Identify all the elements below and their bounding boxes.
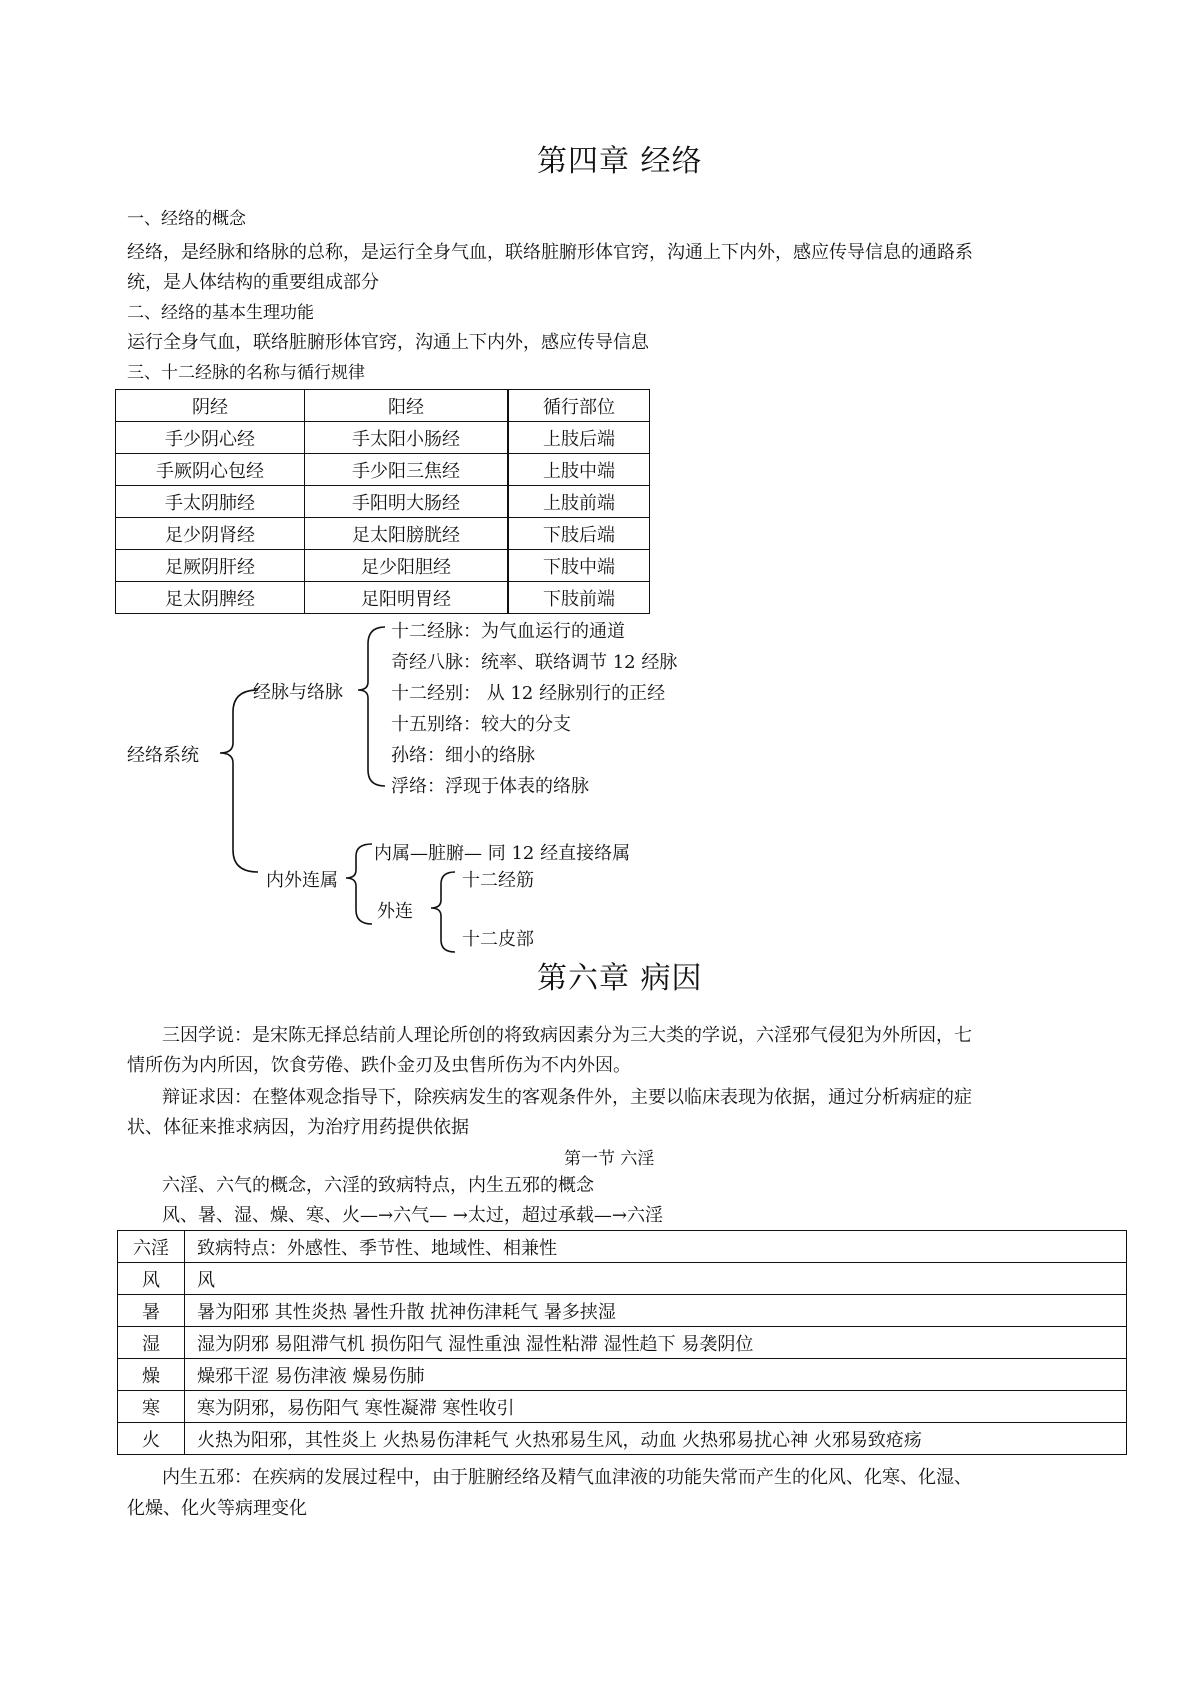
branch1-brace [358, 627, 385, 786]
table-row [118, 1359, 1127, 1391]
tree-item: 孙络：细小的络脉 [391, 745, 535, 766]
table-header-cell: 阳经 [305, 390, 509, 422]
tree-branch1: 经脉与络脉 [253, 682, 343, 703]
tree-item: 十二经筋 [462, 870, 534, 891]
table-cell: 手少阳三焦经 [305, 454, 509, 486]
section1-heading: 一、经络的概念 [127, 209, 246, 229]
table-cell: 足阳明胃经 [305, 582, 509, 614]
table-header-cell: 阴经 [116, 390, 305, 422]
table-cell: 暑为阳邪 其性炎热 暑性升散 扰神伤津耗气 暑多挟湿 [185, 1295, 1127, 1327]
table-cell: 足少阴肾经 [116, 518, 305, 550]
branch2-brace [346, 844, 372, 924]
table-row [118, 1263, 1127, 1295]
table-cell: 燥 [118, 1359, 185, 1391]
outer-brace [431, 872, 455, 952]
table-cell: 六淫 [118, 1231, 185, 1263]
table-cell: 手太阴肺经 [116, 486, 305, 518]
table-row [118, 1231, 1127, 1263]
tree-item: 十二皮部 [462, 929, 534, 950]
table-cell: 湿为阴邪 易阻滞气机 损伤阳气 湿性重浊 湿性粘滞 湿性趋下 易袭阴位 [185, 1327, 1127, 1359]
root-brace [220, 690, 258, 872]
table-cell: 上肢前端 [508, 486, 650, 518]
section1-line2: 风、暑、湿、燥、寒、火—→六气— →太过，超过承载—→六淫 [162, 1205, 663, 1226]
table-cell: 火热为阳邪，其性炎上 火热易伤津耗气 火热邪易生风，动血 火热邪易扰心神 火邪易致疮疡 [185, 1423, 1127, 1455]
tree-root: 经络系统 [127, 745, 199, 766]
table-cell: 足太阳膀胱经 [305, 518, 509, 550]
section2-text: 运行全身气血，联络脏腑形体官窍，沟通上下内外，感应传导信息 [127, 332, 649, 353]
table-cell: 风 [118, 1263, 185, 1295]
paragraph3-line1: 内生五邪：在疾病的发展过程中，由于脏腑经络及精气血津液的功能失常而产生的化风、化寒、化湿、 [162, 1467, 972, 1488]
chapter6-title: 第六章 病因 [537, 961, 703, 996]
tree-outer: 外连 [377, 901, 413, 922]
table-cell: 手太阳小肠经 [305, 422, 509, 454]
tree-branch2: 内外连属 [266, 870, 338, 891]
tree-item: 十五别络：较大的分支 [391, 714, 571, 735]
table-cell: 燥邪干涩 易伤津液 燥易伤肺 [185, 1359, 1127, 1391]
table-cell: 寒为阴邪，易伤阳气 寒性凝滞 寒性收引 [185, 1391, 1127, 1423]
section1-text-line2: 统，是人体结构的重要组成部分 [127, 272, 379, 293]
six-evils-table [117, 1230, 1127, 1455]
table-row [118, 1423, 1127, 1455]
section1-line1: 六淫、六气的概念，六淫的致病特点，内生五邪的概念 [162, 1175, 594, 1196]
section3-heading: 三、十二经脉的名称与循行规律 [127, 363, 365, 383]
table-cell: 寒 [118, 1391, 185, 1423]
table-row [118, 1327, 1127, 1359]
table-cell: 足太阴脾经 [116, 582, 305, 614]
chapter4-title: 第四章 经络 [537, 144, 703, 179]
table-cell: 暑 [118, 1295, 185, 1327]
table-row [118, 1391, 1127, 1423]
tree-item: 十二经别： 从 12 经脉别行的正经 [391, 683, 666, 704]
section1-text-line1: 经络，是经脉和络脉的总称，是运行全身气血，联络脏腑形体官窍，沟通上下内外，感应传导信息的通路系 [127, 242, 973, 263]
section2-heading: 二、经络的基本生理功能 [127, 303, 314, 323]
tree-item: 十二经脉：为气血运行的通道 [391, 621, 625, 642]
table-cell: 足厥阴肝经 [116, 550, 305, 582]
section1-title: 第一节 六淫 [564, 1149, 655, 1169]
table-cell: 上肢后端 [508, 422, 650, 454]
table-header-cell: 循行部位 [508, 390, 650, 422]
table-cell: 足少阳胆经 [305, 550, 509, 582]
table-cell: 下肢中端 [508, 550, 650, 582]
table-cell: 上肢中端 [508, 454, 650, 486]
tree-item: 浮络：浮现于体表的络脉 [391, 776, 589, 797]
paragraph3-line2: 化燥、化火等病理变化 [127, 1498, 307, 1519]
table-cell: 手阳明大肠经 [305, 486, 509, 518]
table-cell: 手少阴心经 [116, 422, 305, 454]
paragraph2-line2: 状、体征来推求病因，为治疗用药提供依据 [127, 1117, 469, 1138]
table-cell: 火 [118, 1423, 185, 1455]
table-cell: 湿 [118, 1327, 185, 1359]
table-cell: 下肢前端 [508, 582, 650, 614]
table-cell: 致病特点：外感性、季节性、地域性、相兼性 [185, 1231, 1127, 1263]
paragraph1-line1: 三因学说：是宋陈无择总结前人理论所创的将致病因素分为三大类的学说，六淫邪气侵犯为外所因，七 [162, 1025, 972, 1046]
table-cell: 手厥阴心包经 [116, 454, 305, 486]
paragraph2-line1: 辩证求因：在整体观念指导下，除疾病发生的客观条件外，主要以临床表现为依据，通过分析病症的症 [162, 1087, 972, 1108]
tree-item: 奇经八脉：统率、联络调节 12 经脉 [391, 652, 678, 673]
table-cell: 下肢后端 [508, 518, 650, 550]
table-row [118, 1295, 1127, 1327]
paragraph1-line2: 情所伤为内所因，饮食劳倦、跌仆金刃及虫售所伤为不内外因。 [127, 1055, 631, 1076]
tree-item: 内属—脏腑— 同 12 经直接络属 [374, 843, 631, 864]
table-cell: 风 [185, 1263, 1127, 1295]
